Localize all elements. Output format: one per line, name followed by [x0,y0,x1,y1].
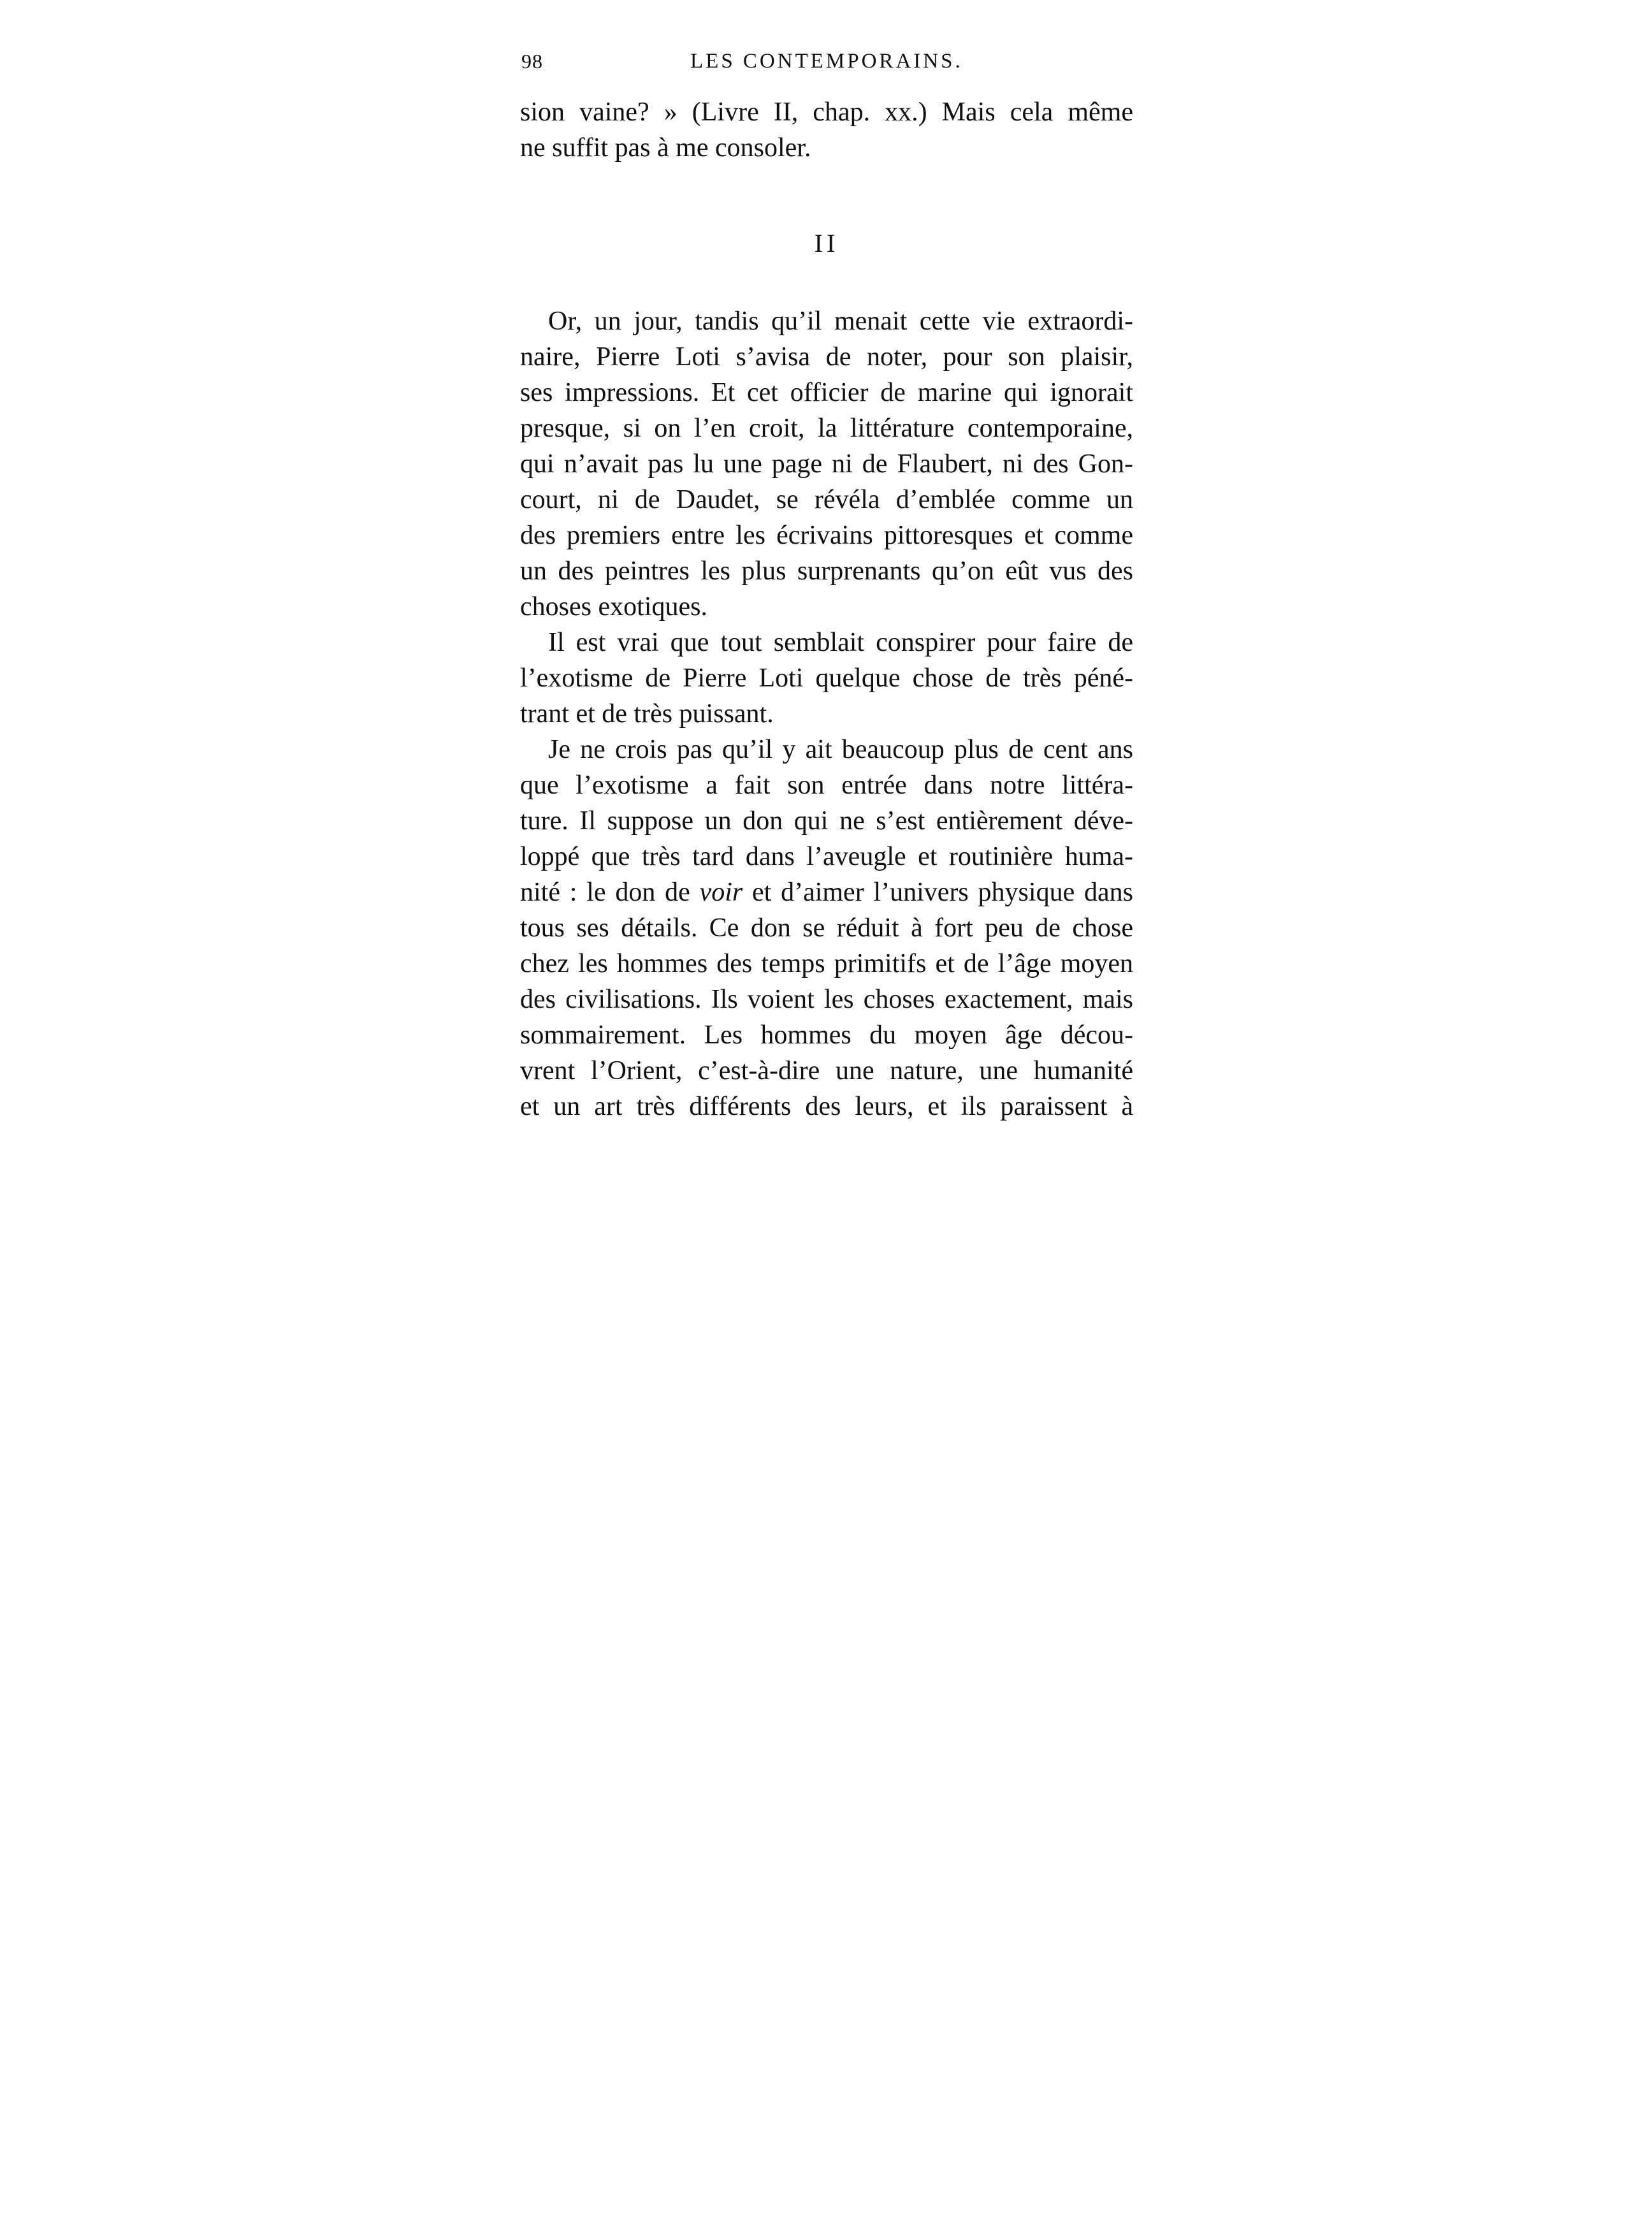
section-number: II [814,229,839,258]
text-line: sion vaine? » (Livre II, chap. xx.) Mais cela même [520,98,1133,127]
text-line: des premiers entre les écrivains pittoresques et comme [520,521,1133,550]
italic-word: voir [699,878,743,907]
text-line: que l’exotisme a fait son entrée dans notre littéra- [520,771,1133,800]
paragraph-2 [520,625,1133,732]
text-line: loppé que très tard dans l’aveugle et routinière huma- [520,842,1133,871]
text-line: qui n’avait pas lu une page ni de Flaubert, ni des Gon- [520,449,1133,479]
page-number: 98 [521,50,543,73]
text-line: Il est vrai que tout semblait conspirer pour faire de [548,628,1133,657]
text-line: ture. Il suppose un don qui ne s’est entièrement déve- [520,806,1133,836]
text-line: trant et de très puissant. [520,699,774,729]
text-line: court, ni de Daudet, se révéla d’emblée comme un [520,485,1133,514]
text-line: et un art très différents des leurs, et ils paraissent à [520,1092,1133,1121]
text-line: ses impressions. Et cet officier de marine qui ignorait [520,378,1133,407]
text-line: vrent l’Orient, c’est-à-dire une nature, une humanité [520,1056,1133,1085]
text-line: presque, si on l’en croit, la littérature contemporaine, [520,414,1133,443]
text-segment: et d’aimer l’univers physique dans [743,878,1133,907]
text-line: ne suffit pas à me consoler. [520,133,811,163]
text-line: l’exotisme de Pierre Loti quelque chose de très péné- [520,664,1133,693]
running-title: LES CONTEMPORAINS. [690,50,963,73]
running-head [521,50,1133,80]
text-line: un des peintres les plus surprenants qu’on eût vus des [520,556,1133,586]
text-line: sommairement. Les hommes du moyen âge décou- [520,1020,1133,1050]
continuation-paragraph [520,94,1133,166]
text-line: tous ses détails. Ce don se réduit à fort peu de chose [520,913,1133,943]
text-line: chez les hommes des temps primitifs et de l’âge moyen [520,949,1133,978]
text-line: Je ne crois pas qu’il y ait beaucoup plus de cent ans [548,735,1133,764]
text-line: des civilisations. Ils voient les choses exactement, mais [520,985,1133,1014]
paragraph-1 [520,303,1133,625]
text-line: choses exotiques. [520,592,707,621]
text-line-with-italic [520,875,1133,910]
text-line: naire, Pierre Loti s’avisa de noter, pour son plaisir, [520,342,1133,372]
text-line: Or, un jour, tandis qu’il menait cette vie extraordi- [548,307,1133,336]
text-segment: nité : le don de [520,878,700,907]
paragraph-3 [520,732,1133,1124]
